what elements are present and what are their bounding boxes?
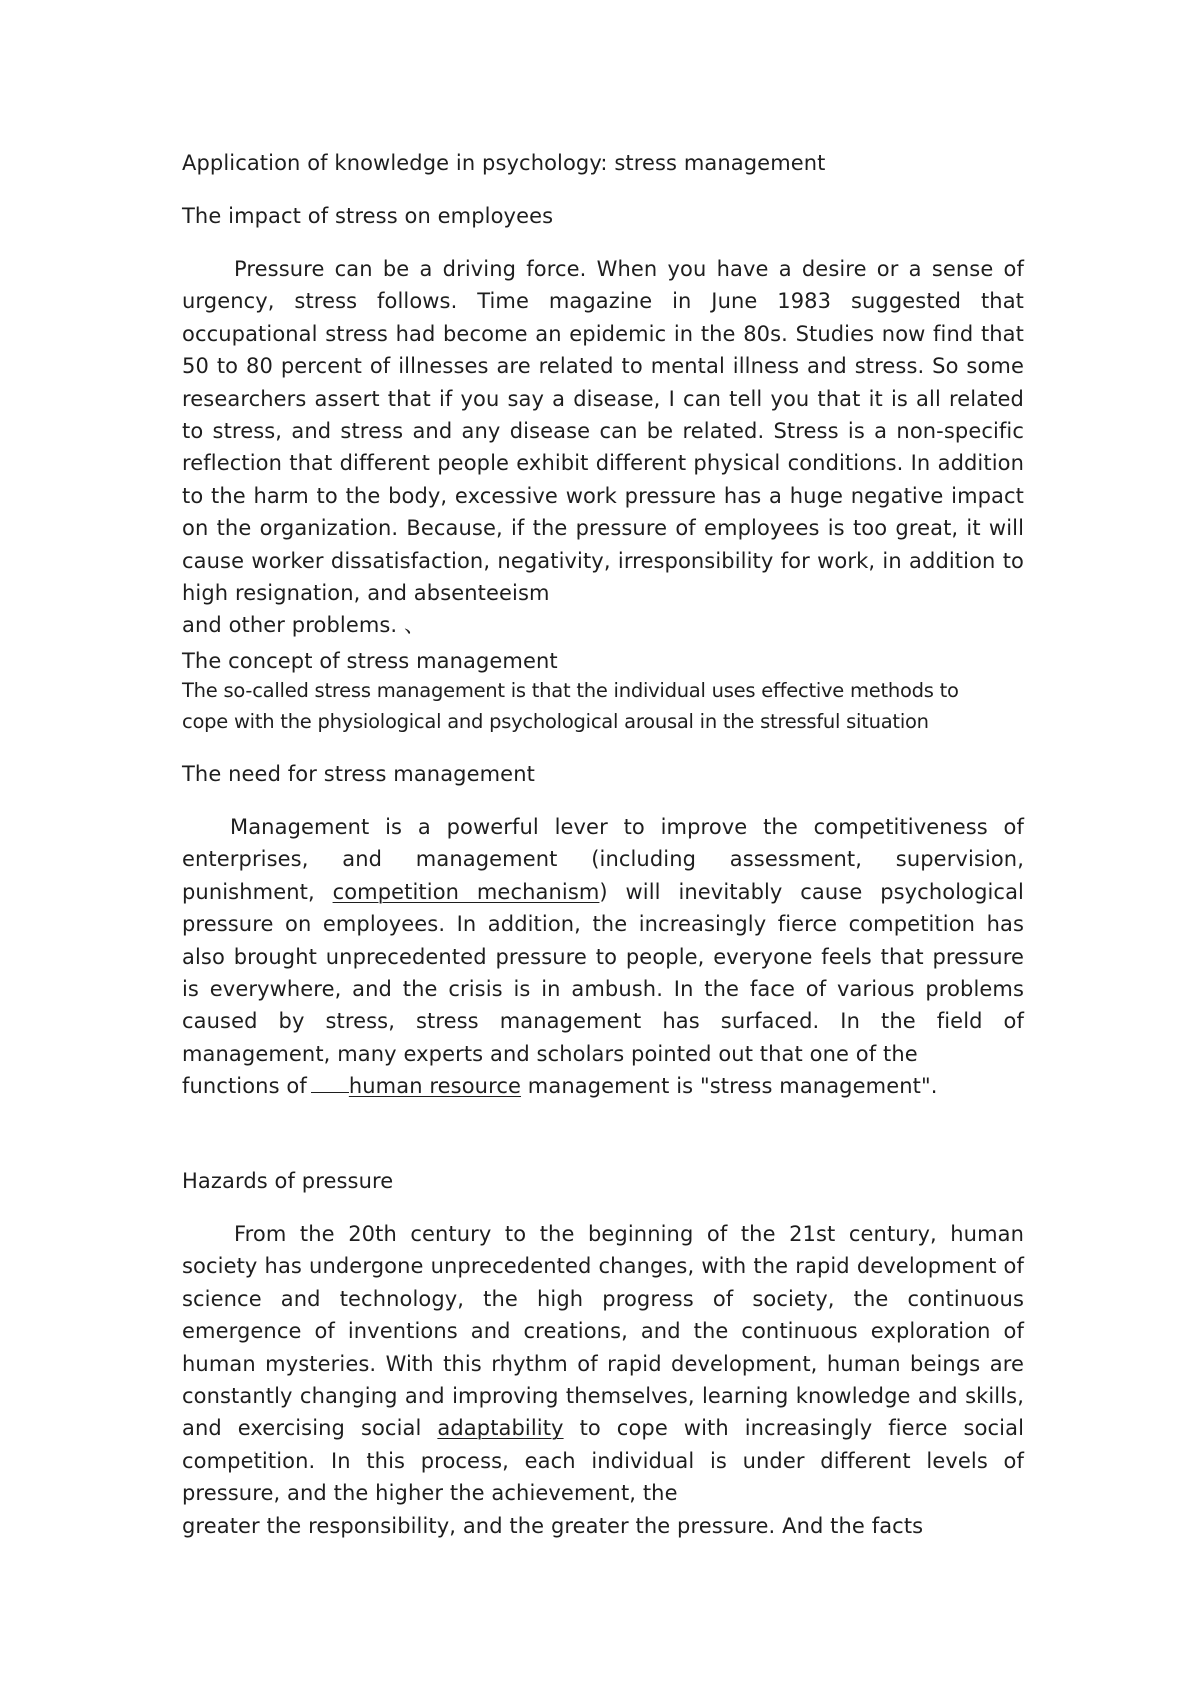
paragraph-need-text-1: Management is a powerful lever to improve the competitiveness of enterprises, and management (including assessment, supervision, punishment, <box>182 815 1024 904</box>
section-heading-hazards: Hazards of pressure <box>182 1169 394 1193</box>
paragraph-impact-text: Pressure can be a driving force. When you have a desire or a sense of urgency, stress follows. Time magazine in June 1983 suggested that occupational stress had become an epidemic in the 80s. Studies now find that 50 to 80 percent of illnesses are related to mental illness and stress. So some researchers assert that if you say a disease, I can tell you that it is all related to stress, and stress and any disease can be related. Stress is a non-specific reflection that different people exhibit different physical conditions. In addition to the harm to the body, excessive work pressure has a huge negative impact on the organization. Because, if the pressure of employees is too great, it will cause worker dissatisfaction, negativity, irresponsibility for work, in addition to high resignation, and absenteeism <box>182 257 1024 606</box>
paragraph-impact <box>182 253 1024 642</box>
document-title: Application of knowledge in psychology: stress management <box>182 151 826 175</box>
paragraph-need-end <box>182 1070 1024 1102</box>
section-heading-impact: The impact of stress on employees <box>182 204 554 228</box>
paragraph-need-text-3: functions of <box>182 1074 307 1099</box>
paragraph-need-text-2: ) will inevitably cause psychological pressure on employees. In addition, the increasingly fierce competition has also brought unprecedented pressure to people, everyone feels that pressure is everywhere, and the crisis is in ambush. In the face of various problems caused by stress, stress management has surfaced. In the field of management, many experts and scholars pointed out that one of the <box>182 879 1024 1066</box>
paragraph-concept <box>182 676 1042 737</box>
competition-mechanism-link[interactable]: competition mechanism <box>332 879 600 904</box>
paragraph-impact-end: and other problems. 、 <box>182 613 426 638</box>
paragraph-need-text-4: management is "stress management". <box>527 1074 938 1099</box>
section-heading-need: The need for stress management <box>182 762 535 786</box>
human-resource-link[interactable]: human resource <box>348 1074 522 1099</box>
paragraph-concept-line1: The so-called stress management is that the individual uses effective methods to <box>182 679 959 702</box>
paragraph-hazards-end: greater the responsibility, and the greater the pressure. And the facts <box>182 1513 924 1538</box>
section-heading-concept: The concept of stress management <box>182 649 558 673</box>
paragraph-hazards <box>182 1218 1024 1542</box>
underline-blank <box>311 1074 349 1093</box>
adaptability-link[interactable]: adaptability <box>437 1416 564 1441</box>
paragraph-hazards-text-1: From the 20th century to the beginning of the 21st century, human society has undergone unprecedented changes, with the rapid development of science and technology, the high progress of society, the continuous emergence of inventions and creations, and the continuous exploration of human mysteries. With this rhythm of rapid development, human beings are constantly changing and improving themselves, learning knowledge and skills, and exercising social <box>182 1222 1024 1441</box>
paragraph-concept-line2: cope with the physiological and psychological arousal in the stressful situation <box>182 709 929 733</box>
paragraph-need <box>182 811 1024 1103</box>
paragraph-hazards-text-2: to cope with increasingly fierce social competition. In this process, each individual is under different levels of pressure, and the higher the achievement, the <box>182 1416 1025 1506</box>
